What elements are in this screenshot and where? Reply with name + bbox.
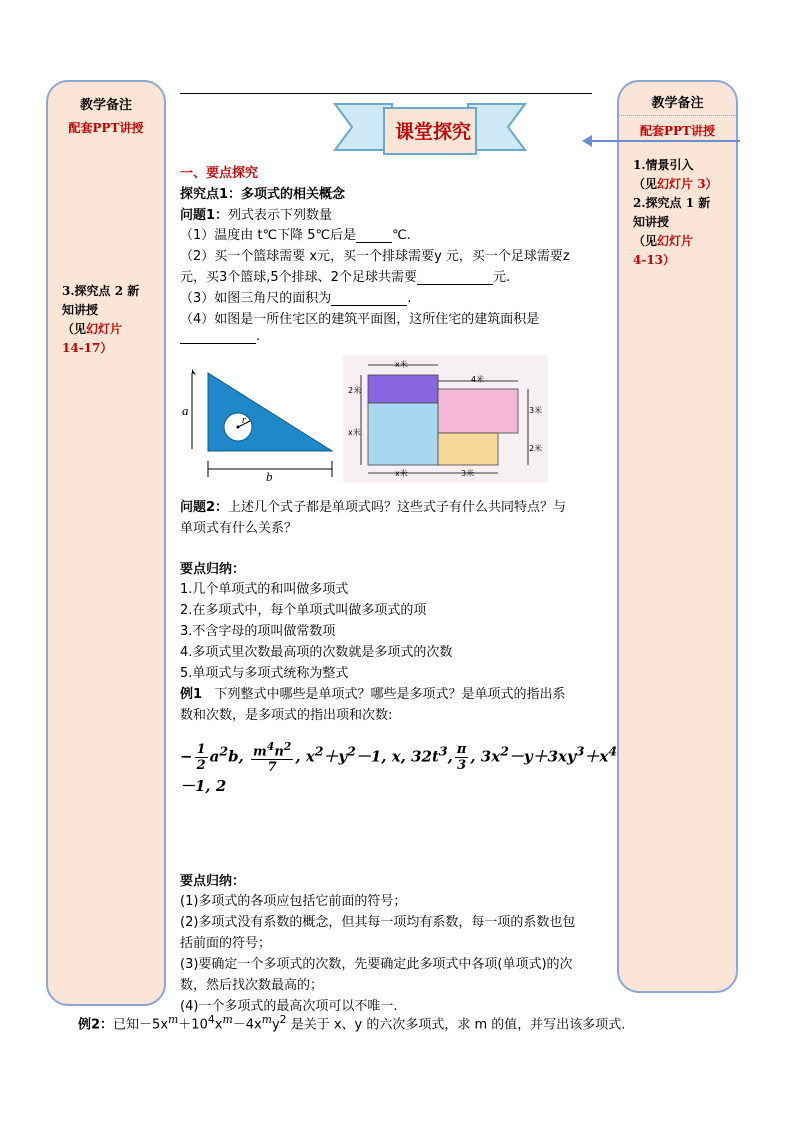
sidebar-note [62,282,158,358]
note-line [633,175,731,194]
q1-item-4b [180,329,260,344]
section-heading: 一、要点探究 [180,166,259,181]
sidebar-title: 教学备注 [619,92,736,116]
header-rule [180,93,592,94]
floor-plan-figure [343,355,548,483]
q1-item-4: （4）如图是一所住宅区的建筑平面图，这所住宅的建筑面积是 [180,312,540,327]
label-3-right: 3米 [529,406,543,415]
label-a: a [182,403,189,418]
example-text: x [214,1017,223,1033]
note-text: （见 [62,322,87,336]
label-x-left: x米 [348,428,361,437]
sidebar-subtitle: 配套PPT讲授 [640,124,715,138]
item-text: . [256,329,261,344]
example-label: 例1 [180,687,203,702]
note-line: 14-17） [62,341,113,355]
summary-title: 要点归纳： [180,874,246,889]
example-text: 是关于 x、y 的六次多项式，求 m 的值，并写出该多项式. [290,1017,626,1033]
question-2-cont: 单项式有什么关系？ [180,521,298,536]
example-1-cont: 数和次数，是多项式的指出项和次数: [180,708,393,723]
expressions-list: − $\frac{1}{2}$ $a^2b$, $\frac{m^4n^2}{7}$ , $x^2+y^2-1$, x, $32t^3$, $\frac{\pi}{3}$ , $3x^2-y+3xy^3+x^4-1$, 2 [180,740,618,796]
note-text-red: 幻灯片 [86,322,123,336]
item-text: （3）如图三角尺的面积为 [180,291,332,306]
question-2 [180,496,566,515]
note-line: 知讲授 [62,303,99,317]
note-text: （见 [633,234,658,248]
arrow-line [590,140,740,142]
label-x-top: x米 [395,360,408,369]
item-text: 元. [492,270,511,285]
q1-item-1 [180,224,411,243]
note-text-red: 幻灯片 [657,234,694,248]
question-text: 列式表示下列数量 [228,208,333,223]
example-text: ＋10 [178,1017,208,1033]
answer-blank [331,305,407,306]
item-text: ℃. [392,228,411,243]
sidebar-title: 教学备注 [79,98,132,113]
example-text: 下列整式中哪些是单项式？哪些是多项式？是单项式的指出系 [214,687,566,702]
summary-item: 4.多项式里次数最高项的次数就是多项式的次数 [180,645,453,660]
note-text: （见 [633,177,658,191]
sidebar-subtitle: 配套PPT讲授 [68,121,144,135]
label-4: 4米 [471,375,485,384]
left-sidebar [46,80,166,1006]
example-text: 已知－5x [113,1017,169,1033]
triangle-ruler-figure [180,365,340,483]
question-1 [180,204,332,223]
question-text: 上述几个式子都是单项式吗？这些式子有什么共同特点？与 [228,500,567,515]
label-2-left: 2米 [348,386,362,395]
arrow-left-icon [582,135,592,147]
summary-item: 5.单项式与多项式统称为整式 [180,666,349,681]
label-x-bottom: x米 [395,469,408,478]
answer-blank [356,242,392,243]
note-text-red: 幻灯片 3） [657,177,718,191]
q1-item-3 [180,287,411,306]
label-b: b [266,469,273,483]
right-sidebar [617,80,738,993]
summary-item: 数，然后找次数最高的； [180,978,324,993]
q1-item-2a: （2）买一个篮球需要 x元，买一个排球需要y 元，买一个足球需要z [180,249,570,264]
label-r: r [242,415,246,426]
item-text: 元，买3个篮球,5个排球、2个足球共需要 [180,270,417,285]
example-label: 例2： [78,1017,114,1033]
summary-item: (1)多项式的各项应包括它前面的符号； [180,894,407,909]
q1-item-2b [180,266,510,285]
note-line [62,320,158,339]
note-line: 4-13） [633,253,676,267]
answer-blank [180,343,256,344]
example-text: －4x [232,1017,262,1033]
label-2-right: 2米 [529,444,543,453]
note-line [633,232,731,251]
banner-title: 课堂探究 [394,121,471,143]
question-label: 问题1： [180,208,229,223]
summary-item: 3.不含字母的项叫做常数项 [180,624,336,639]
point-heading: 探究点1：多项式的相关概念 [180,187,346,202]
answer-blank [417,284,493,285]
summary-item: 2.在多项式中，每个单项式叫做多项式的项 [180,603,427,618]
question-label: 问题2： [180,500,229,515]
summary-title: 要点归纳： [180,562,246,577]
label-3-bottom: 3米 [461,469,475,478]
summary-item: 1.几个单项式的和叫做多项式 [180,582,349,597]
summary-item: (3)要确定一个多项式的次数，先要确定此多项式中各项(单项式)的次 [180,957,573,972]
example-text: y [271,1017,280,1033]
note-line: 2.探究点 1 新 [633,196,711,210]
sidebar-note [633,156,731,270]
example-1 [180,683,565,702]
note-line: 知讲授 [633,215,670,229]
item-text: （1）温度由 t℃下降 5℃后是 [180,228,357,243]
summary-item: (4)一个多项式的最高次项可以不唯一. [180,999,398,1014]
summary-item: (2)多项式没有系数的概念，但其每一项均有系数，每一项的系数也包 [180,915,576,930]
example-2: 例2：已知$-5x^m+10^4x^m-4x^my^2$ 是关于 x、y 的六次多项式，求 m 的值，并写出该多项式. [78,1013,626,1033]
summary-item: 括前面的符号； [180,936,272,951]
note-line: 3.探究点 2 新 [62,284,140,298]
note-line: 1.情景引入 [633,158,694,172]
item-text: . [407,291,412,306]
